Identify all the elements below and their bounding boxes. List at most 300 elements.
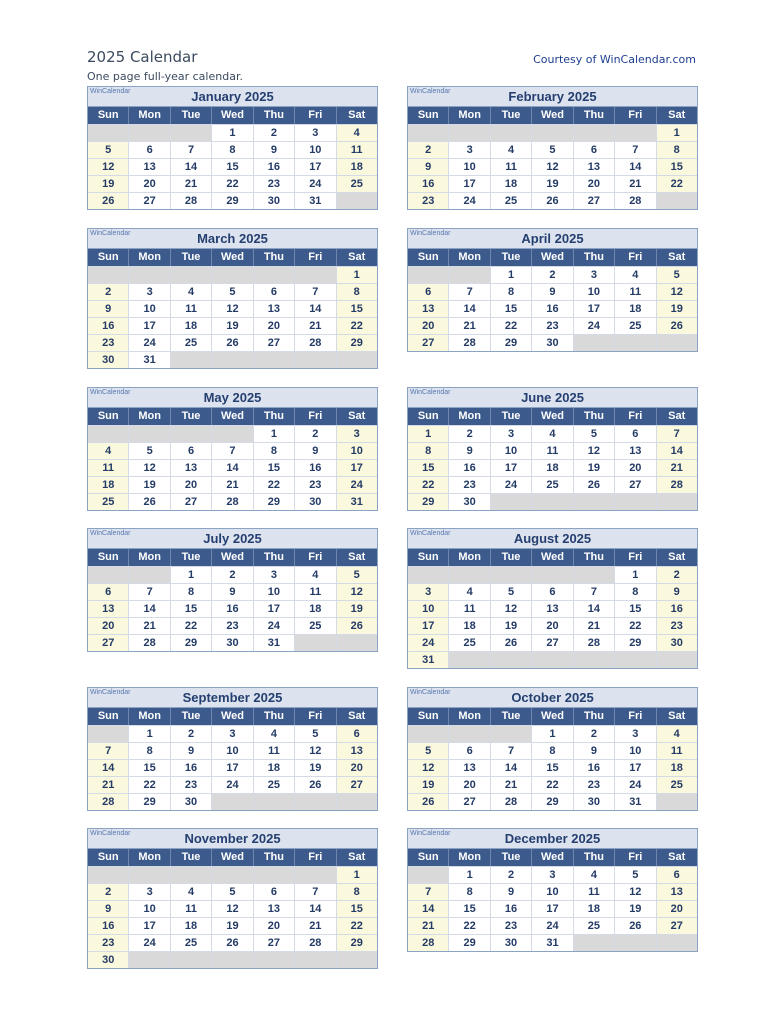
month-may [87, 387, 378, 511]
day-cell: 2 [532, 267, 573, 283]
day-cell: 13 [657, 884, 697, 900]
empty-day-cell [532, 125, 573, 141]
day-cell: 19 [532, 176, 573, 192]
empty-day-cell [171, 426, 212, 442]
day-cell: 23 [491, 918, 532, 934]
day-cell: 12 [615, 884, 656, 900]
day-cell: 22 [449, 918, 490, 934]
day-cell: 24 [129, 335, 170, 351]
weekday-sun: Sun [88, 408, 129, 425]
weekday-mon: Mon [449, 549, 490, 566]
weekday-sat: Sat [668, 109, 686, 121]
day-cell: 9 [491, 884, 532, 900]
weekday-wed: Wed [532, 549, 573, 566]
day-cell: 21 [449, 318, 490, 334]
day-cell: 26 [657, 318, 697, 334]
brand-label: WinCalendar [90, 689, 131, 696]
day-cell: 10 [449, 159, 490, 175]
day-cell: 15 [337, 901, 377, 917]
day-cell: 21 [657, 460, 697, 476]
day-cell: 29 [532, 794, 573, 810]
empty-day-cell [254, 352, 295, 368]
weekday-mon: Mon [449, 708, 490, 725]
week-row [88, 124, 377, 141]
empty-day-cell [408, 125, 449, 141]
weekday-header-row [408, 549, 697, 566]
month-january [87, 86, 378, 210]
day-cell: 5 [212, 284, 253, 300]
day-cell: 19 [212, 318, 253, 334]
day-cell: 3 [449, 142, 490, 158]
week-row [408, 175, 697, 192]
weekday-header-row [408, 249, 697, 266]
day-cell: 13 [88, 601, 129, 617]
day-cell: 3 [408, 584, 449, 600]
empty-day-cell [491, 567, 532, 583]
week-row [408, 141, 697, 158]
day-cell: 28 [408, 935, 449, 951]
day-cell: 22 [615, 618, 656, 634]
day-cell: 4 [171, 284, 212, 300]
empty-day-cell [337, 352, 377, 368]
day-cell: 12 [657, 284, 697, 300]
month-title: January 2025 [191, 89, 274, 104]
day-cell: 18 [171, 918, 212, 934]
empty-day-cell [449, 267, 490, 283]
empty-day-cell [532, 567, 573, 583]
day-cell: 6 [171, 443, 212, 459]
week-row [408, 883, 697, 900]
day-cell: 5 [615, 867, 656, 883]
day-cell: 4 [532, 426, 573, 442]
day-cell: 11 [337, 142, 377, 158]
brand-label: WinCalendar [410, 689, 451, 696]
day-cell: 25 [254, 777, 295, 793]
brand-label: WinCalendar [90, 830, 131, 837]
day-cell: 6 [254, 284, 295, 300]
day-cell: 3 [212, 726, 253, 742]
day-cell: 3 [337, 426, 377, 442]
weekday-wed: Wed [212, 249, 253, 266]
week-row [408, 793, 697, 810]
day-cell: 29 [212, 193, 253, 209]
weekday-sat: Sat [348, 251, 366, 263]
empty-day-cell [657, 335, 697, 351]
day-cell: 21 [88, 777, 129, 793]
day-cell: 18 [574, 901, 615, 917]
day-cell: 2 [254, 125, 295, 141]
empty-day-cell [129, 567, 170, 583]
day-cell: 27 [88, 635, 129, 651]
weekday-mon: Mon [129, 549, 170, 566]
week-row [408, 493, 697, 510]
empty-day-cell [408, 567, 449, 583]
weekday-sun: Sun [408, 107, 449, 124]
day-cell: 15 [254, 460, 295, 476]
day-cell: 11 [88, 460, 129, 476]
day-cell: 25 [532, 477, 573, 493]
day-cell: 11 [449, 601, 490, 617]
empty-day-cell [171, 267, 212, 283]
day-cell: 28 [295, 335, 336, 351]
day-cell: 22 [408, 477, 449, 493]
day-cell: 16 [491, 901, 532, 917]
day-cell: 19 [129, 477, 170, 493]
day-cell: 3 [295, 125, 336, 141]
day-cell: 6 [574, 142, 615, 158]
week-row [408, 334, 697, 351]
month-october [407, 687, 698, 811]
weekday-sat: Sat [668, 710, 686, 722]
day-cell: 3 [574, 267, 615, 283]
month-header [408, 529, 697, 549]
day-cell: 10 [574, 284, 615, 300]
day-cell: 19 [88, 176, 129, 192]
day-cell: 1 [212, 125, 253, 141]
month-february [407, 86, 698, 210]
empty-day-cell [295, 867, 336, 883]
month-july [87, 528, 378, 652]
weekday-tue: Tue [491, 549, 532, 566]
day-cell: 26 [574, 477, 615, 493]
day-cell: 24 [408, 635, 449, 651]
day-cell: 23 [408, 193, 449, 209]
week-row [408, 300, 697, 317]
weekday-fri: Fri [295, 249, 336, 266]
day-cell: 13 [254, 901, 295, 917]
day-cell: 24 [449, 193, 490, 209]
month-november [87, 828, 378, 969]
day-cell: 9 [171, 743, 212, 759]
day-cell: 11 [171, 301, 212, 317]
day-cell: 31 [408, 652, 449, 668]
day-cell: 24 [615, 777, 656, 793]
day-cell: 25 [491, 193, 532, 209]
weekday-header-row [408, 408, 697, 425]
day-cell: 6 [408, 284, 449, 300]
empty-day-cell [212, 352, 253, 368]
weekday-tue: Tue [171, 708, 212, 725]
day-cell: 11 [532, 443, 573, 459]
weekday-thu: Thu [254, 408, 295, 425]
day-cell: 19 [337, 601, 377, 617]
month-title: November 2025 [184, 831, 281, 846]
weekday-sun: Sun [408, 249, 449, 266]
weekday-sun: Sun [88, 549, 129, 566]
day-cell: 9 [408, 159, 449, 175]
weekday-fri: Fri [615, 708, 656, 725]
day-cell: 10 [254, 584, 295, 600]
courtesy-link[interactable]: Courtesy of WinCalendar.com [533, 53, 696, 66]
empty-day-cell [491, 652, 532, 668]
day-cell: 26 [129, 494, 170, 510]
week-row [408, 900, 697, 917]
week-row [408, 634, 697, 651]
empty-day-cell [408, 267, 449, 283]
week-row [408, 266, 697, 283]
weekday-tue: Tue [171, 849, 212, 866]
weekday-sun: Sun [88, 708, 129, 725]
day-cell: 20 [254, 318, 295, 334]
empty-day-cell [408, 867, 449, 883]
empty-day-cell [615, 652, 656, 668]
week-row [88, 300, 377, 317]
day-cell: 7 [212, 443, 253, 459]
weekday-sun: Sun [408, 708, 449, 725]
day-cell: 4 [88, 443, 129, 459]
day-cell: 21 [295, 918, 336, 934]
day-cell: 9 [574, 743, 615, 759]
day-cell: 30 [449, 494, 490, 510]
day-cell: 1 [254, 426, 295, 442]
week-row [88, 866, 377, 883]
day-cell: 17 [615, 760, 656, 776]
weekday-tue: Tue [491, 107, 532, 124]
day-cell: 5 [295, 726, 336, 742]
weekday-sat: Sat [348, 851, 366, 863]
day-cell: 15 [532, 760, 573, 776]
week-row [408, 617, 697, 634]
weekday-fri: Fri [615, 408, 656, 425]
day-cell: 19 [295, 760, 336, 776]
day-cell: 31 [337, 494, 377, 510]
weekday-sun: Sun [408, 408, 449, 425]
day-cell: 6 [532, 584, 573, 600]
empty-day-cell [574, 567, 615, 583]
week-row [408, 442, 697, 459]
month-header [408, 829, 697, 849]
week-row [88, 493, 377, 510]
day-cell: 17 [337, 460, 377, 476]
day-cell: 20 [615, 460, 656, 476]
day-cell: 22 [532, 777, 573, 793]
day-cell: 27 [574, 193, 615, 209]
day-cell: 12 [212, 301, 253, 317]
day-cell: 2 [574, 726, 615, 742]
weekday-wed: Wed [212, 549, 253, 566]
weekday-sat: Sat [348, 710, 366, 722]
week-row [88, 951, 377, 968]
weekday-wed: Wed [212, 708, 253, 725]
day-cell: 8 [532, 743, 573, 759]
day-cell: 15 [212, 159, 253, 175]
day-cell: 27 [532, 635, 573, 651]
day-cell: 30 [491, 935, 532, 951]
day-cell: 31 [295, 193, 336, 209]
brand-label: WinCalendar [410, 88, 451, 95]
day-cell: 14 [408, 901, 449, 917]
day-cell: 3 [615, 726, 656, 742]
day-cell: 20 [254, 918, 295, 934]
day-cell: 22 [657, 176, 697, 192]
weekday-mon: Mon [129, 408, 170, 425]
empty-day-cell [254, 867, 295, 883]
day-cell: 25 [449, 635, 490, 651]
day-cell: 23 [449, 477, 490, 493]
day-cell: 16 [254, 159, 295, 175]
day-cell: 10 [532, 884, 573, 900]
empty-day-cell [337, 193, 377, 209]
day-cell: 31 [254, 635, 295, 651]
weekday-wed: Wed [532, 849, 573, 866]
weekday-tue: Tue [171, 549, 212, 566]
day-cell: 20 [408, 318, 449, 334]
day-cell: 10 [408, 601, 449, 617]
day-cell: 18 [171, 318, 212, 334]
month-title: August 2025 [513, 531, 592, 546]
empty-day-cell [129, 952, 170, 968]
day-cell: 15 [337, 301, 377, 317]
day-cell: 16 [657, 601, 697, 617]
brand-label: WinCalendar [90, 389, 131, 396]
week-row [408, 317, 697, 334]
day-cell: 28 [657, 477, 697, 493]
day-cell: 18 [449, 618, 490, 634]
weekday-fri: Fri [615, 249, 656, 266]
day-cell: 9 [88, 301, 129, 317]
day-cell: 12 [532, 159, 573, 175]
day-cell: 26 [408, 794, 449, 810]
day-cell: 15 [615, 601, 656, 617]
day-cell: 1 [408, 426, 449, 442]
day-cell: 29 [337, 935, 377, 951]
weekday-sat: Sat [348, 109, 366, 121]
day-cell: 5 [657, 267, 697, 283]
month-june [407, 387, 698, 511]
day-cell: 15 [491, 301, 532, 317]
day-cell: 28 [129, 635, 170, 651]
empty-day-cell [657, 494, 697, 510]
weekday-mon: Mon [449, 249, 490, 266]
day-cell: 1 [337, 867, 377, 883]
day-cell: 27 [171, 494, 212, 510]
weekday-fri: Fri [295, 107, 336, 124]
weekday-wed: Wed [212, 107, 253, 124]
day-cell: 5 [408, 743, 449, 759]
day-cell: 1 [129, 726, 170, 742]
day-cell: 3 [129, 884, 170, 900]
week-row [88, 583, 377, 600]
month-title: April 2025 [521, 231, 584, 246]
month-march [87, 228, 378, 369]
day-cell: 16 [295, 460, 336, 476]
day-cell: 21 [408, 918, 449, 934]
day-cell: 21 [171, 176, 212, 192]
day-cell: 14 [171, 159, 212, 175]
day-cell: 25 [615, 318, 656, 334]
day-cell: 5 [532, 142, 573, 158]
empty-day-cell [129, 867, 170, 883]
weekday-tue: Tue [491, 849, 532, 866]
month-title: March 2025 [197, 231, 268, 246]
empty-day-cell [574, 494, 615, 510]
week-row [408, 124, 697, 141]
day-cell: 22 [129, 777, 170, 793]
weekday-fri: Fri [615, 107, 656, 124]
day-cell: 17 [254, 601, 295, 617]
weekday-mon: Mon [449, 107, 490, 124]
week-row [408, 934, 697, 951]
day-cell: 26 [212, 335, 253, 351]
day-cell: 3 [129, 284, 170, 300]
day-cell: 2 [171, 726, 212, 742]
day-cell: 27 [408, 335, 449, 351]
month-header [88, 388, 377, 408]
month-april [407, 228, 698, 352]
day-cell: 10 [491, 443, 532, 459]
day-cell: 28 [491, 794, 532, 810]
brand-label: WinCalendar [90, 230, 131, 237]
day-cell: 5 [491, 584, 532, 600]
day-cell: 29 [254, 494, 295, 510]
day-cell: 2 [212, 567, 253, 583]
week-row [88, 266, 377, 283]
month-title: February 2025 [508, 89, 597, 104]
week-row [408, 776, 697, 793]
weekday-fri: Fri [295, 549, 336, 566]
day-cell: 1 [657, 125, 697, 141]
empty-day-cell [491, 494, 532, 510]
weekday-sun: Sun [88, 249, 129, 266]
week-row [408, 459, 697, 476]
day-cell: 17 [129, 918, 170, 934]
empty-day-cell [449, 726, 490, 742]
day-cell: 5 [337, 567, 377, 583]
day-cell: 8 [408, 443, 449, 459]
empty-day-cell [491, 726, 532, 742]
day-cell: 13 [337, 743, 377, 759]
day-cell: 8 [171, 584, 212, 600]
weekday-sat: Sat [668, 251, 686, 263]
empty-day-cell [88, 426, 129, 442]
weekday-thu: Thu [254, 708, 295, 725]
weekday-wed: Wed [532, 107, 573, 124]
day-cell: 24 [337, 477, 377, 493]
day-cell: 23 [657, 618, 697, 634]
day-cell: 27 [657, 918, 697, 934]
day-cell: 11 [491, 159, 532, 175]
day-cell: 15 [657, 159, 697, 175]
weekday-mon: Mon [449, 408, 490, 425]
empty-day-cell [212, 867, 253, 883]
empty-day-cell [88, 267, 129, 283]
day-cell: 20 [337, 760, 377, 776]
day-cell: 8 [212, 142, 253, 158]
day-cell: 26 [532, 193, 573, 209]
day-cell: 25 [295, 618, 336, 634]
day-cell: 16 [408, 176, 449, 192]
week-row [88, 917, 377, 934]
week-row [88, 934, 377, 951]
empty-day-cell [337, 794, 377, 810]
day-cell: 18 [657, 760, 697, 776]
day-cell: 27 [254, 335, 295, 351]
day-cell: 22 [212, 176, 253, 192]
day-cell: 25 [171, 335, 212, 351]
day-cell: 13 [615, 443, 656, 459]
weekday-fri: Fri [615, 549, 656, 566]
day-cell: 22 [491, 318, 532, 334]
day-cell: 12 [491, 601, 532, 617]
month-header [408, 388, 697, 408]
day-cell: 27 [254, 935, 295, 951]
week-row [408, 759, 697, 776]
day-cell: 12 [129, 460, 170, 476]
day-cell: 11 [657, 743, 697, 759]
day-cell: 30 [212, 635, 253, 651]
day-cell: 5 [129, 443, 170, 459]
day-cell: 31 [129, 352, 170, 368]
